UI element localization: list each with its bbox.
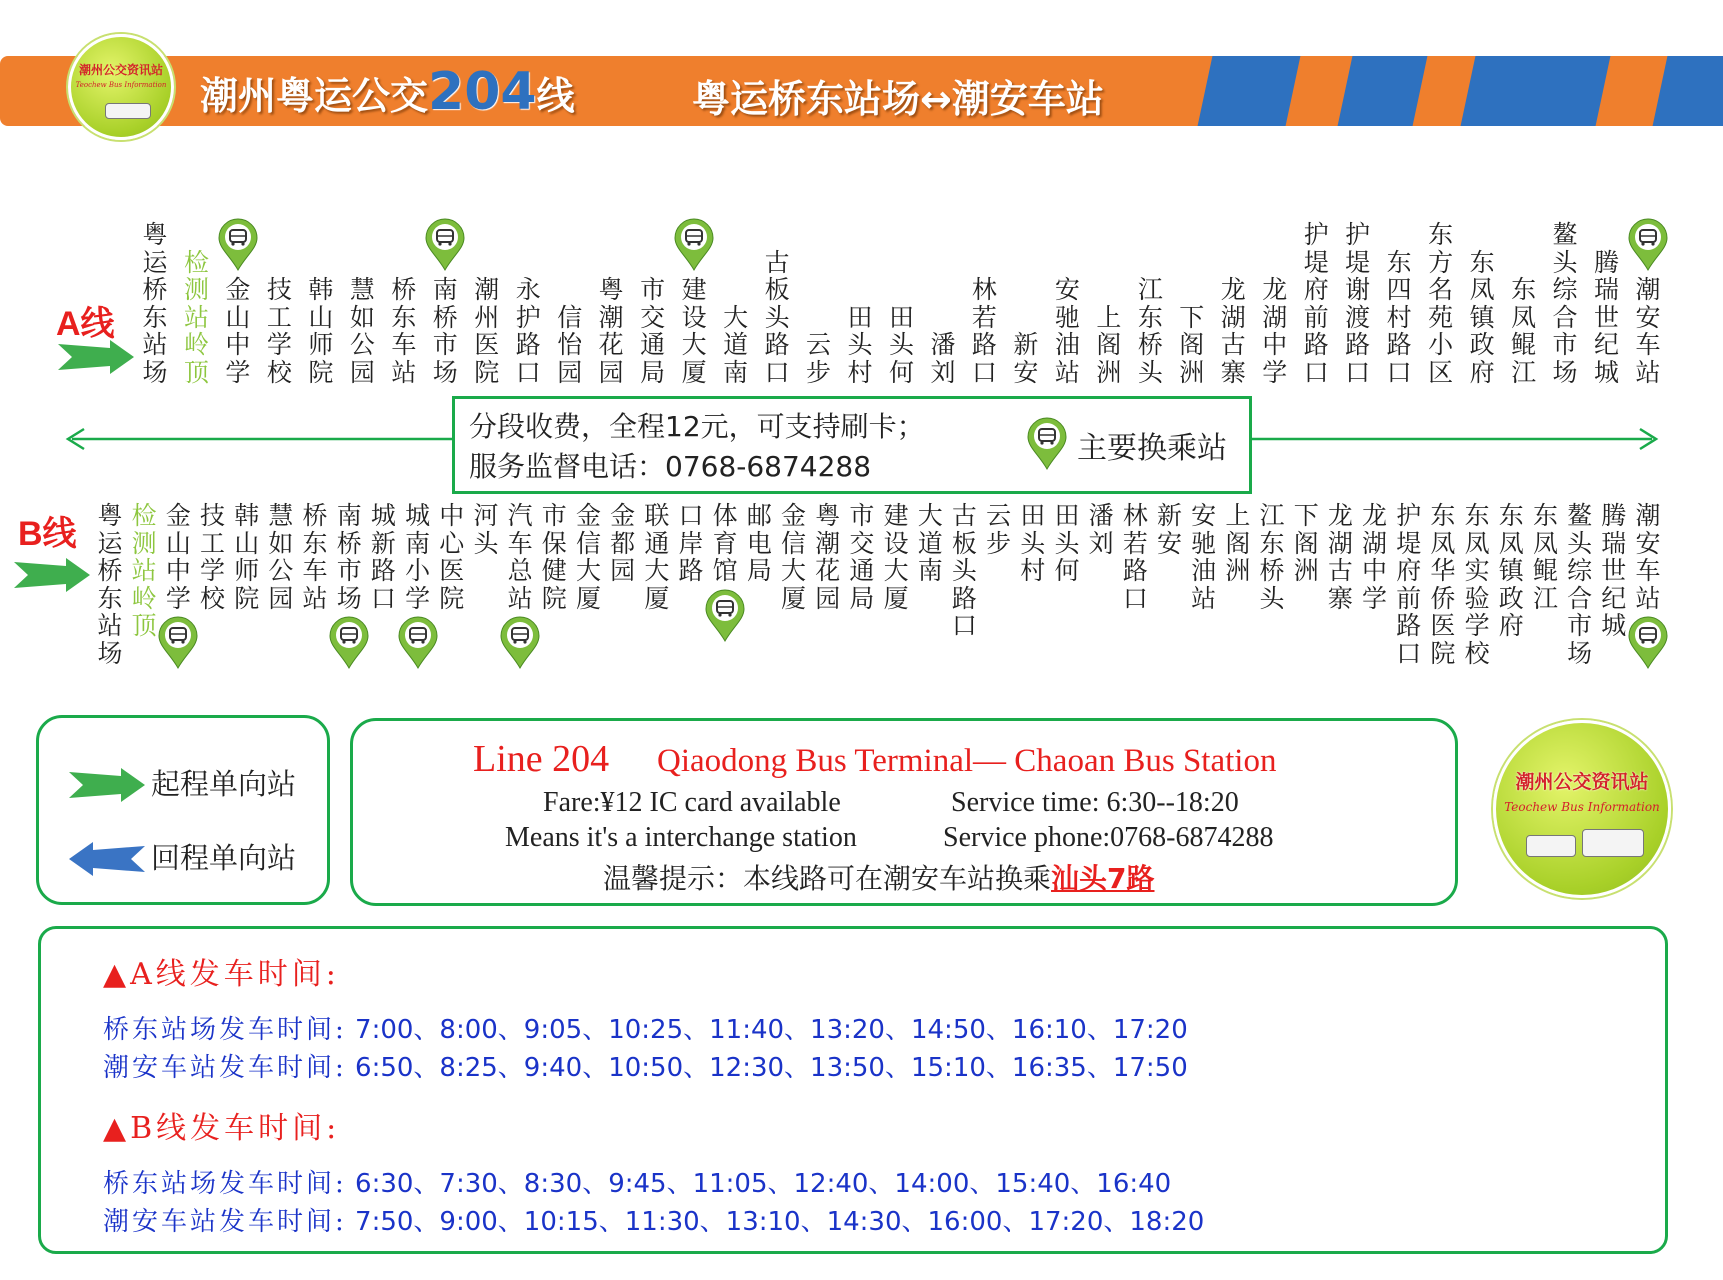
stop-name: 建 设 大 厦: [883, 501, 909, 613]
stop-name: 下 阁 洲: [1293, 501, 1319, 585]
bus-logo-icon: [1493, 720, 1671, 898]
outbound-arrow-icon: [14, 558, 90, 592]
transfer-line-link: 汕头7路: [1051, 862, 1155, 895]
stop-name: 江 东 桥 头: [1137, 275, 1163, 387]
schedule-row-label: 潮安车站发车时间:: [103, 1207, 347, 1237]
stop-name: 河 头: [473, 501, 499, 558]
line-b-schedule-title: ▲B线发车时间:: [103, 1111, 341, 1146]
stop-name: 大 道 南: [917, 501, 943, 585]
stop-name: 金 都 园: [610, 501, 636, 585]
english-fare: Fare:¥12 IC card available: [543, 787, 841, 818]
header-title: [200, 62, 575, 122]
stop-name: 永 护 路 口: [515, 275, 541, 387]
stop-name: 田 头 村: [847, 302, 873, 387]
bus-pin-icon: [327, 614, 371, 670]
stop-name: 南 桥 市 场: [336, 501, 362, 613]
schedule-row: [103, 1201, 1204, 1238]
bus-pin-icon: [672, 216, 716, 272]
fare-text: 分段收费，全程12元，可支持刷卡；: [469, 410, 925, 443]
stop-name: 上 阁 洲: [1225, 501, 1251, 585]
stop-name: 田 头 何: [1054, 501, 1080, 585]
stop-name: 金 信 大 厦: [575, 501, 601, 613]
outbound-legend-text: 起程单向站: [151, 767, 297, 801]
stop-name: 田 头 村: [1020, 501, 1046, 585]
stop-name: 粤 潮 花 园: [598, 275, 624, 387]
stop-name: 龙 湖 中 学: [1362, 501, 1388, 613]
stop-name: 口 岸 路: [678, 501, 704, 585]
stop-name: 林 若 路 口: [1122, 501, 1148, 613]
bus-icon: [105, 103, 151, 119]
stop-name: 龙 湖 古 寨: [1327, 501, 1353, 613]
line-number: 204: [428, 62, 537, 122]
english-service-phone: Service phone:0768-6874288: [943, 822, 1274, 853]
fare-notice-box: [452, 396, 1252, 494]
stop-name: 粤 潮 花 园: [815, 501, 841, 613]
stop-name: 中 心 医 院: [439, 501, 465, 613]
stop-name: 韩 山 师 院: [308, 275, 334, 387]
stop-name: 安 驰 油 站: [1054, 275, 1080, 387]
stop-name: 东 凤 镇 政 府: [1469, 247, 1495, 387]
stop-name: 汽 车 总 站: [507, 501, 533, 613]
stop-name: 龙 湖 古 寨: [1220, 275, 1246, 387]
header-route: 粤运桥东站场↔潮安车站: [692, 77, 1104, 121]
bus-pin-icon: [1025, 415, 1069, 471]
bus-pin-icon: [156, 614, 200, 670]
stop-name: 东 凤 实 验 学 校: [1464, 501, 1490, 668]
stop-name: 大 道 南: [723, 302, 749, 387]
stop-name: 市 交 通 局: [849, 501, 875, 613]
stop-name: 东 方 名 苑 小 区: [1428, 220, 1454, 387]
header-stripe: [1198, 56, 1301, 126]
stop-name: 慧 如 公 园: [349, 275, 375, 387]
english-service-time: Service time: 6:30--18:20: [951, 787, 1239, 818]
stop-name: 体 育 馆: [712, 501, 738, 585]
stop-name: 潘 刘: [930, 330, 956, 387]
line-a-label: A线: [56, 305, 115, 343]
transfer-tip-text: 温馨提示：本线路可在潮安车站换乘: [603, 862, 1052, 895]
stop-name: 古 板 头 路 口: [951, 501, 977, 640]
header-stripe: [1461, 56, 1611, 126]
bus-pin-icon: [396, 614, 440, 670]
schedule-box: [38, 926, 1668, 1254]
service-phone-text: 服务监督电话：0768-6874288: [469, 450, 872, 483]
bus-icon: [1526, 835, 1576, 857]
stop-name: 下 阁 洲: [1179, 302, 1205, 387]
stop-name: 东 凤 鲲 江: [1511, 275, 1537, 387]
line-a-schedule-title: ▲A线发车时间:: [103, 957, 340, 992]
stop-name: 鳌 头 综 合 市 场: [1552, 220, 1578, 387]
stop-name: 韩 山 师 院: [234, 501, 260, 613]
return-arrow-icon: [69, 842, 145, 876]
stop-name: 云 步: [986, 501, 1012, 558]
stop-name: 粤 运 桥 东 站 场: [97, 501, 123, 668]
stop-name: 田 头 何: [888, 302, 914, 387]
stop-name: 云 步: [806, 330, 832, 387]
stop-name: 市 保 健 院: [541, 501, 567, 613]
stop-name: 潘 刘: [1088, 501, 1114, 558]
line-b-label: B线: [18, 515, 77, 553]
stop-name: 潮 安 车 站: [1635, 501, 1661, 613]
stop-name: 邮 电 局: [746, 501, 772, 585]
outbound-arrow-icon: [58, 340, 134, 374]
stop-name: 新 安: [1013, 330, 1039, 387]
stop-name: 护 堤 府 前 路 口: [1396, 501, 1422, 668]
stop-name: 东 凤 镇 政 府: [1498, 501, 1524, 640]
english-line-number: Line 204: [473, 738, 610, 780]
stop-name: 江 东 桥 头: [1259, 501, 1285, 613]
header-stripe: [1338, 56, 1428, 126]
logo-subtitle: Teochew Bus Information: [1504, 800, 1660, 814]
schedule-row-times: 6:50、8:25、9:40、10:50、12:30、13:50、15:10、16:35、17:50: [355, 1053, 1188, 1083]
stop-name: 联 通 大 厦: [644, 501, 670, 613]
bus-pin-icon: [423, 216, 467, 272]
bus-pin-icon: [1626, 614, 1670, 670]
schedule-row-times: 7:50、9:00、10:15、11:30、13:10、14:30、16:00、17:20、18:20: [355, 1207, 1205, 1237]
stop-name: 建 设 大 厦: [681, 275, 707, 387]
bus-icon: [1582, 829, 1644, 857]
stop-name: 技 工 学 校: [266, 275, 292, 387]
stop-name: 城 新 路 口: [370, 501, 396, 613]
schedule-row: [103, 1163, 1171, 1200]
stop-name: 城 南 小 学: [405, 501, 431, 613]
english-info-box: [350, 718, 1458, 906]
outbound-arrow-icon: [69, 768, 145, 802]
stop-name: 上 阁 洲: [1096, 302, 1122, 387]
schedule-row-label: 桥东站场发车时间:: [103, 1169, 347, 1199]
bus-logo-icon: [68, 34, 174, 140]
stop-name: 古 板 头 路 口: [764, 247, 790, 387]
bus-pin-icon: [498, 614, 542, 670]
bus-pin-icon: [703, 587, 747, 643]
english-interchange: Means it's a interchange station: [505, 822, 857, 853]
schedule-row-label: 桥东站场发车时间:: [103, 1015, 347, 1045]
stop-name: 潮 州 医 院: [474, 275, 500, 387]
stop-name: 鳌 头 综 合 市 场: [1567, 501, 1593, 668]
direction-legend-box: [36, 715, 330, 905]
schedule-row: [103, 1009, 1188, 1046]
stop-name: 桥 东 车 站: [302, 501, 328, 613]
stop-name: 护 堤 府 前 路 口: [1303, 220, 1329, 387]
stop-name: 南 桥 市 场: [432, 275, 458, 387]
stop-name: 腾 瑞 世 纪 城: [1601, 501, 1627, 640]
stop-name: 护 堤 谢 渡 路 口: [1345, 220, 1371, 387]
stop-name: 市 交 通 局: [640, 275, 666, 387]
return-legend-text: 回程单向站: [151, 841, 297, 875]
stop-name: 潮 安 车 站: [1635, 275, 1661, 387]
logo-text: 潮州公交资讯站: [78, 63, 163, 77]
stop-name: 金 山 中 学: [165, 501, 191, 613]
transfer-tip: [603, 857, 1155, 897]
stop-name: 粤 运 桥 东 站 场: [142, 220, 168, 387]
stop-name: 桥 东 车 站: [391, 275, 417, 387]
schedule-row-times: 6:30、7:30、8:30、9:45、11:05、12:40、14:00、15:40、16:40: [355, 1169, 1172, 1199]
logo-subtitle: Teochew Bus Information: [75, 81, 167, 89]
stop-name: 东 凤 华 侨 医 院: [1430, 501, 1456, 668]
schedule-row-times: 7:00、8:00、9:05、10:25、11:40、13:20、14:50、16:10、17:20: [355, 1015, 1188, 1045]
stop-name: 技 工 学 校: [200, 501, 226, 613]
title-suffix: 线: [536, 74, 575, 118]
stop-name: 林 若 路 口: [971, 275, 997, 387]
hub-legend-text: 主要换乘站: [1077, 431, 1227, 466]
schedule-row: [103, 1047, 1188, 1084]
schedule-row-label: 潮安车站发车时间:: [103, 1053, 347, 1083]
stop-name: 龙 湖 中 学: [1262, 275, 1288, 387]
stop-name: 安 驰 油 站: [1191, 501, 1217, 613]
stop-name: 新 安: [1156, 501, 1182, 558]
bus-pin-icon: [216, 216, 260, 272]
stop-name: 东 凤 鲲 江: [1532, 501, 1558, 613]
stop-name: 慧 如 公 园: [268, 501, 294, 613]
title-prefix: 潮州粤运公交: [200, 74, 429, 118]
stop-name: 金 信 大 厦: [781, 501, 807, 613]
stop-name: 腾 瑞 世 纪 城: [1594, 247, 1620, 387]
stop-name: 检 测 站 岭 顶: [131, 501, 157, 640]
stop-name: 东 四 村 路 口: [1386, 247, 1412, 387]
stop-name: 金 山 中 学: [225, 275, 251, 387]
stop-name: 信 怡 园: [557, 302, 583, 387]
english-route: Qiaodong Bus Terminal— Chaoan Bus Station: [657, 743, 1277, 779]
stop-name: 检 测 站 岭 顶: [183, 247, 209, 387]
bus-pin-icon: [1626, 216, 1670, 272]
logo-text: 潮州公交资讯站: [1515, 771, 1649, 793]
